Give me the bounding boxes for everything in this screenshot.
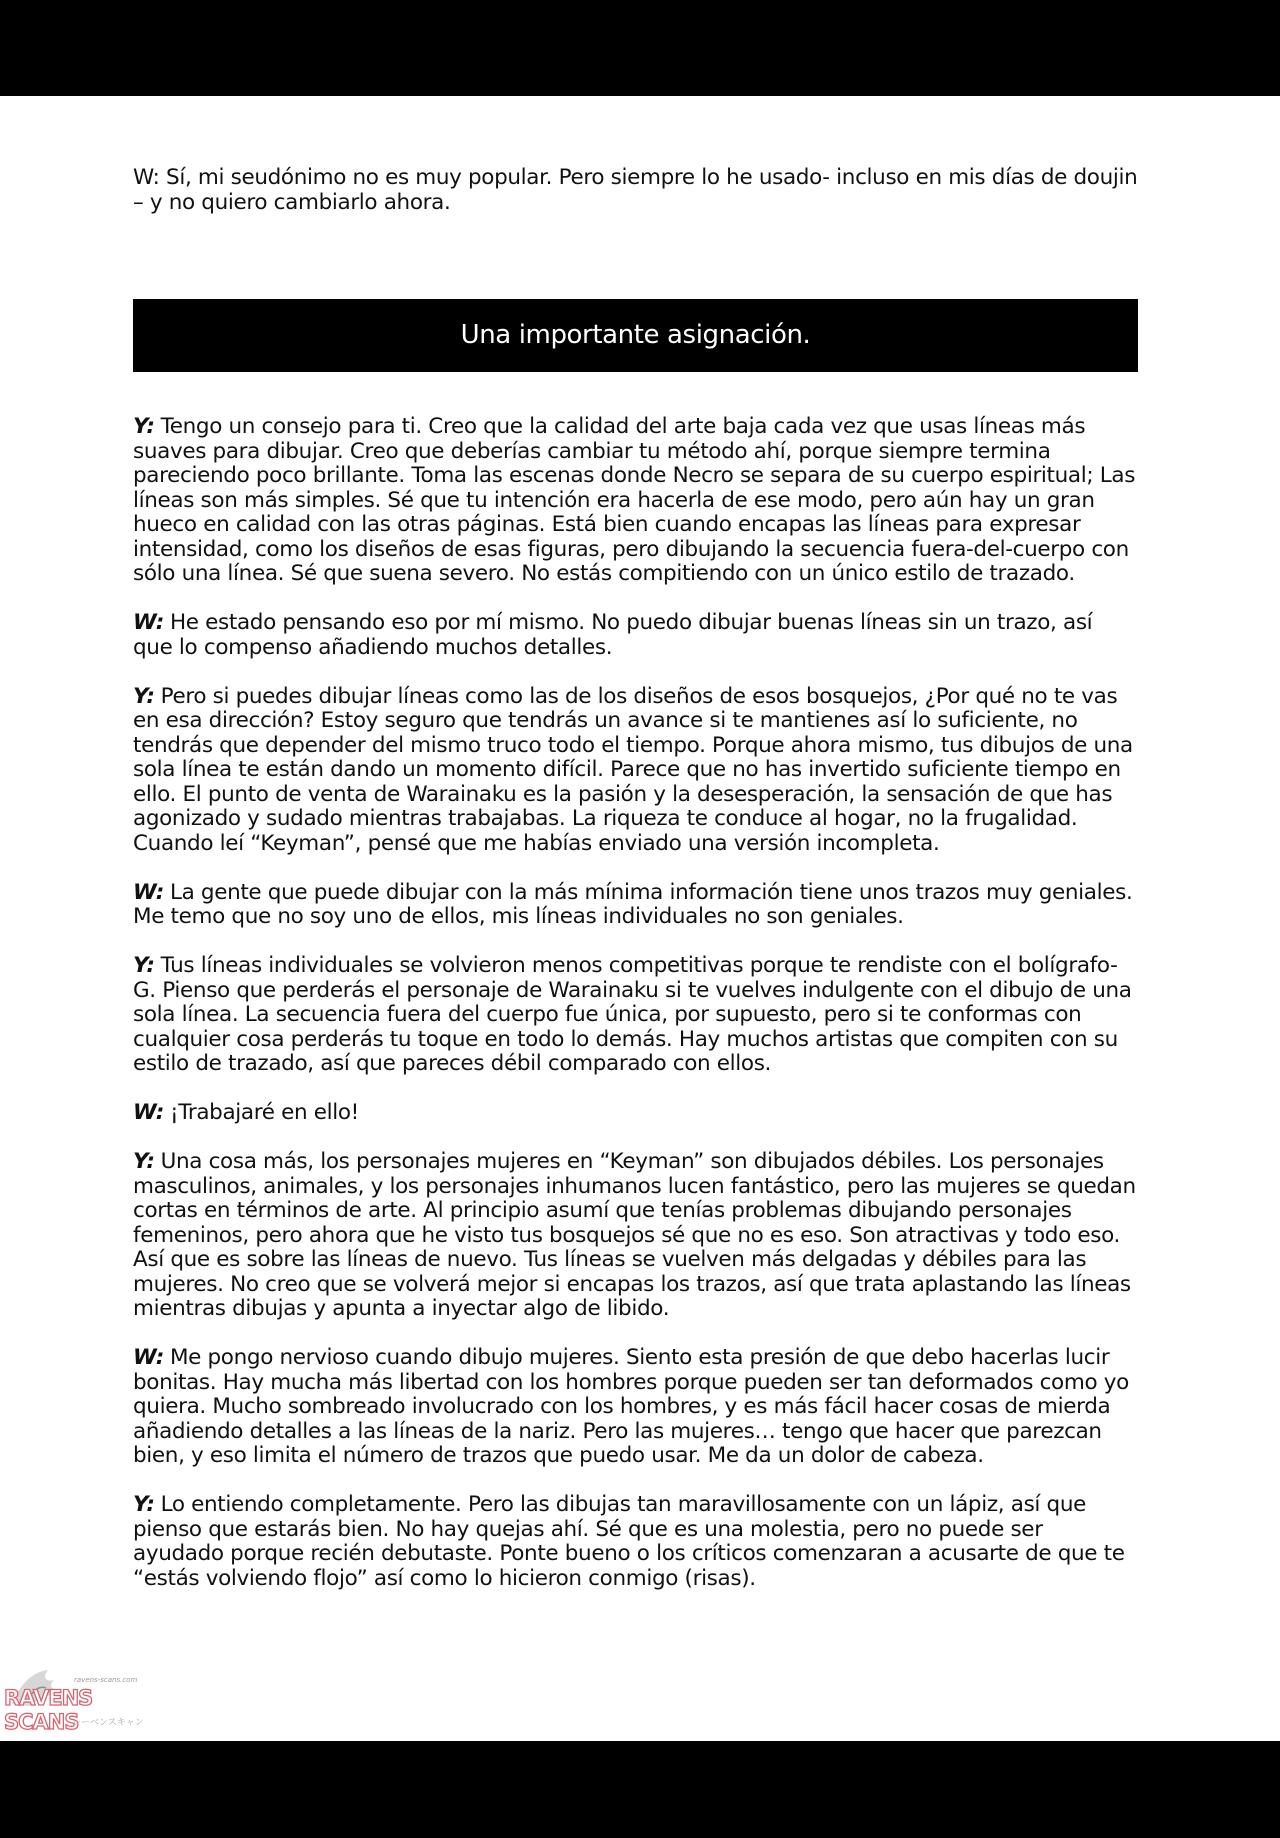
- watermark-brand: RAVENS SCANS: [4, 1686, 93, 1734]
- ravens-scans-watermark: [2, 1664, 162, 1736]
- speaker-label: Y:: [133, 414, 155, 439]
- interview-content: [133, 166, 1138, 1616]
- dialogue-text: Tengo un consejo para ti. Creo que la calidad del arte baja cada vez que usas líneas más suaves para dibujar. Creo que deberías cambiar tu método ahí, porque siempre termina pareciendo poco brillante. Toma las escenas donde Necro se separa de su cuerpo espiritual; Las líneas son más simples. Sé que tu intención era hacerla de ese modo, pero aún hay un gran hueco en calidad con las otras páginas. Está bien cuando encapas las líneas para expresar intensidad, como los diseños de esas figuras, pero dibujando la secuencia fuera-del-cuerpo con sólo una línea. Sé que suena severo. No estás compitiendo con un único estilo de trazado.: [133, 414, 1136, 586]
- dialogue-paragraph: [133, 415, 1138, 587]
- dialogue-text: ¡Trabajaré en ello!: [169, 1100, 359, 1125]
- speaker-label: W:: [133, 1345, 164, 1370]
- watermark-url: ravens-scans.com: [74, 1676, 138, 1684]
- speaker-label: W:: [133, 879, 164, 905]
- dialogue-text: Me pongo nervioso cuando dibujo mujeres. Siento esta presión de que debo hacerlas lucir bonitas. Hay mucha más libertad con los hombres porque pueden ser tan deformados como yo quiera. Mucho sombreado involucrado con los hombres, y es más fácil hacer cosas de mierda añadiendo detalles a las líneas de la nariz. Pero las mujeres… tengo que hacer que parezcan bien, y eso limita el número de trazos que puedo usar. Me da un dolor de cabeza.: [133, 1345, 1129, 1468]
- section-title: Una importante asignación.: [460, 320, 811, 351]
- dialogue-text: Lo entiendo completamente. Pero las dibujas tan maravillosamente con un lápiz, así que pienso que estarás bien. No hay quejas ahí. Sé que es una molestia, pero no puede ser ayudado porque recién debutaste. Ponte bueno o los críticos comenzaran a acusarte de que te “estás volviendo flojo” así como lo hicieron conmigo (risas).: [133, 1492, 1125, 1591]
- speaker-label: Y:: [133, 683, 155, 709]
- dialogue-paragraph: [133, 611, 1138, 660]
- intro-paragraph: W: Sí, mi seudónimo no es muy popular. Pero siempre lo he usado- incluso en mis días de doujin – y no quiero cambiarlo ahora.: [133, 165, 1138, 215]
- dialogue-text: He estado pensando eso por mí mismo. No puedo dibujar buenas líneas sin un trazo, así que lo compenso añadiendo muchos detalles.: [133, 610, 1093, 660]
- dialogue-paragraph: [133, 881, 1138, 930]
- top-black-band: [0, 0, 1280, 96]
- dialogue-paragraph: [133, 1346, 1138, 1469]
- speaker-label: Y:: [133, 1492, 155, 1517]
- dialogue-text: Pero si puedes dibujar líneas como las de los diseños de esos bosquejos, ¿Por qué no te vas en esa dirección? Estoy seguro que tendrás un avance si te mantienes así lo suficiente, no tendrás que depender del mismo truco todo el tiempo. Porque ahora mismo, tus dibujos de una sola línea te están dando un momento difícil. Parece que no has invertido suficiente tiempo en ello. El punto de venta de Warainaku es la pasión y la desesperación, la sensación de que has agonizado y sudado mientras trabajabas. La riqueza te conduce al hogar, no la frugalidad. Cuando leí “Keyman”, pensé que me habías enviado una versión incompleta.: [133, 683, 1133, 856]
- dialogue-paragraph: [133, 1101, 1138, 1126]
- speaker-label: W:: [133, 610, 164, 635]
- dialogue-paragraph: [133, 1150, 1138, 1322]
- dialogue-paragraph: [133, 685, 1138, 857]
- dialogue-text: La gente que puede dibujar con la más mínima información tiene unos trazos muy geniales. Me temo que no soy uno de ellos, mis líneas individuales no son geniales.: [133, 879, 1133, 929]
- section-title-banner: [133, 299, 1138, 372]
- speaker-label: W:: [133, 1100, 164, 1125]
- dialogue-text: Una cosa más, los personajes mujeres en “Keyman” son dibujados débiles. Los personajes masculinos, animales, y los personajes inhumanos lucen fantástico, pero las mujeres se quedan cortas en términos de arte. Al principio asumí que tenías problemas dibujando personajes femeninos, pero ahora que he visto tus bosquejos sé que no es eso. Son atractivas y todo eso. Así que es sobre las líneas de nuevo. Tus líneas se vuelven más delgadas y débiles para las mujeres. No creo que se volverá mejor si encapas los trazos, así que trata aplastando las líneas mientras dibujas y apunta a inyectar algo de libido.: [133, 1149, 1136, 1321]
- speaker-label: Y:: [133, 1149, 155, 1174]
- speaker-label: Y:: [133, 953, 155, 978]
- dialogue-paragraph: [133, 954, 1138, 1077]
- dialogue-paragraph: [133, 1493, 1138, 1591]
- dialogue-list: [133, 415, 1138, 1591]
- dialogue-text: Tus líneas individuales se volvieron menos competitivas porque te rendiste con el bolígrafo-G. Pienso que perderás el personaje de Warainaku si te vuelves indulgente con el dibujo de una sola línea. La secuencia fuera del cuerpo fue única, por supuesto, pero si te conformas con cualquier cosa perderás tu toque en todo lo demás. Hay muchos artistas que compiten con su estilo de trazado, así que pareces débil comparado con ellos.: [133, 953, 1132, 1076]
- watermark-kana: レーベンスキャン: [72, 1718, 144, 1728]
- bottom-black-band: [0, 1741, 1280, 1838]
